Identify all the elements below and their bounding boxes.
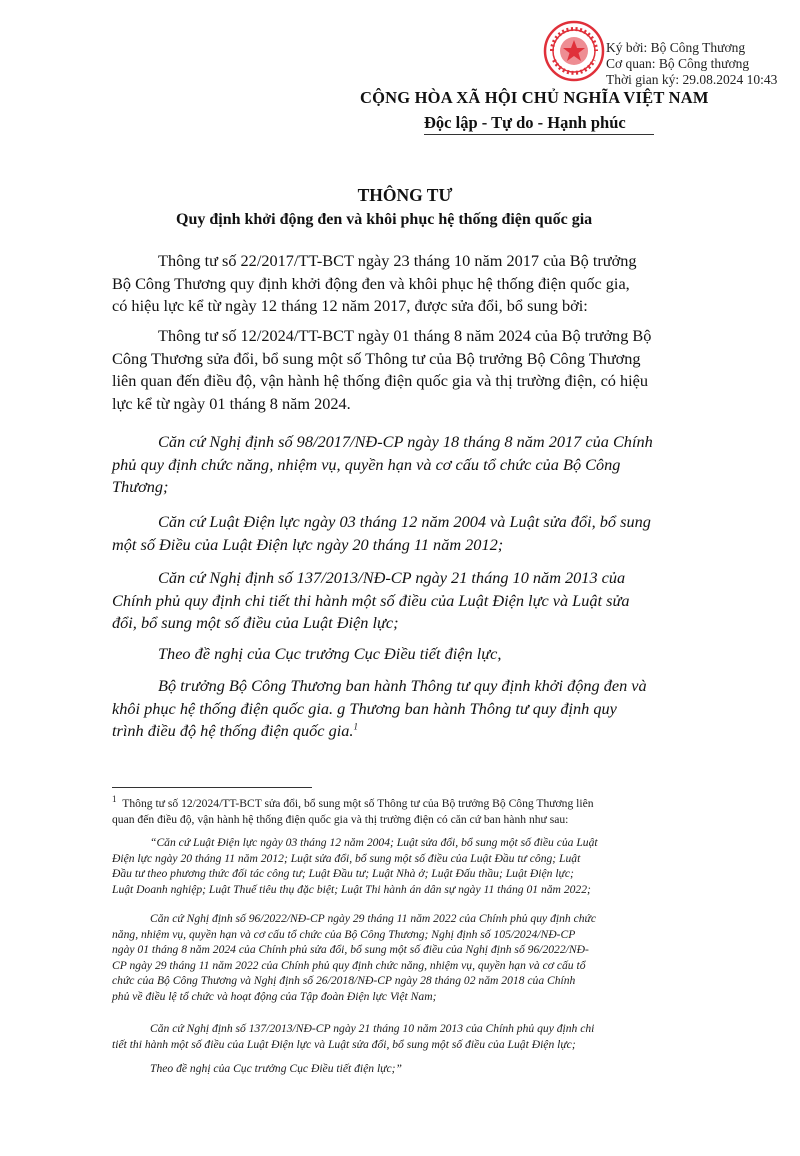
body-line: Thông tư số 22/2017/TT-BCT ngày 23 tháng 10 năm 2017 của Bộ trưởng bbox=[158, 251, 637, 270]
body-line: Bộ trưởng Bộ Công Thương ban hành Thông tư quy định khởi động đen và bbox=[158, 676, 647, 695]
national-motto: Độc lập - Tự do - Hạnh phúc bbox=[424, 113, 626, 132]
document-subject: Quy định khởi động đen và khôi phục hệ thống điện quốc gia bbox=[176, 211, 593, 228]
body-line: lực kể từ ngày 01 tháng 8 năm 2024. bbox=[112, 393, 351, 413]
body-line: phủ quy định chức năng, nhiệm vụ, quyền hạn và cơ cấu tổ chức của Bộ Công bbox=[112, 454, 621, 474]
signature-agency: Cơ quan: Bộ Công thương bbox=[606, 56, 750, 71]
footnote-line: Đầu tư theo phương thức đối tác công tư; Luật Đầu tư; Luật Nhà ở; Luật Đấu thầu; Luật Điện lực; bbox=[112, 867, 574, 880]
footnote-line: Căn cứ Nghị định số 137/2013/NĐ-CP ngày 21 tháng 10 năm 2013 của Chính phủ quy định chi bbox=[150, 1022, 595, 1035]
legal-basis-decree-98 bbox=[112, 431, 717, 499]
national-title: CỘNG HÒA XÃ HỘI CHỦ NGHĨA VIỆT NAM bbox=[360, 88, 709, 107]
footnote-line: quan đến điều độ, vận hành hệ thống điện quốc gia và thị trường điện có căn cứ ban hành như sau: bbox=[112, 812, 569, 826]
footnote-line: chức của Bộ Công Thương và Nghị định số 26/2018/NĐ-CP ngày 28 tháng 02 năm 2018 của Chính bbox=[112, 974, 576, 987]
body-paragraph-1 bbox=[112, 250, 717, 318]
footnote-separator bbox=[112, 787, 312, 788]
footnote-line: Luật Doanh nghiệp; Luật Thuế tiêu thụ đặc biệt; Luật Thi hành án dân sự ngày 11 tháng 01 năm 2022; bbox=[112, 882, 591, 896]
issuance-statement bbox=[112, 675, 717, 743]
footnote-line: Căn cứ Nghị định số 96/2022/NĐ-CP ngày 29 tháng 11 năm 2022 của Chính phủ quy định chức bbox=[150, 912, 596, 925]
footnote-quote-decree-137 bbox=[112, 1021, 724, 1052]
footnote-line: CP ngày 29 tháng 11 năm 2022 của Chính phủ quy định chức năng, nhiệm vụ, quyền hạn và cơ cấu tổ bbox=[112, 958, 586, 972]
footnote-line: Theo đề nghị của Cục trưởng Cục Điều tiết điện lực;” bbox=[150, 1062, 402, 1075]
body-line: liên quan đến điều độ, vận hành hệ thống điện quốc gia và thị trường điện, có hiệu bbox=[112, 371, 649, 390]
proposal-line bbox=[112, 643, 717, 666]
footnote-quote-decrees bbox=[112, 911, 724, 1004]
signature-time: Thời gian ký: 29.08.2024 10:43 bbox=[606, 72, 778, 87]
footnote-reference: 1 bbox=[353, 721, 358, 732]
body-line: đổi, bổ sung một số điều của Luật Điện lực; bbox=[112, 613, 399, 632]
footnote-quote-laws bbox=[112, 835, 724, 897]
document-type: THÔNG TƯ bbox=[357, 185, 453, 205]
footnote-line: “Căn cứ Luật Điện lực ngày 03 tháng 12 năm 2004; Luật sửa đổi, bổ sung một số điều của Luật bbox=[150, 836, 598, 849]
body-line: khôi phục hệ thống điện quốc gia. g Thương ban hành Thông tư quy định quy bbox=[112, 698, 617, 718]
body-line: Chính phủ quy định chi tiết thi hành một số điều của Luật Điện lực và Luật sửa bbox=[112, 590, 630, 610]
body-line: trình điều độ hệ thống điện quốc gia.$^1$ bbox=[112, 721, 358, 740]
footnote-line: $^1$ Thông tư số 12/2024/TT-BCT sửa đổi, bổ sung một số Thông tư của Bộ trưởng Bộ Công Thương liên bbox=[112, 794, 594, 810]
signature-signed-by: Ký bởi: Bộ Công Thương bbox=[606, 40, 746, 55]
body-line: một số Điều của Luật Điện lực ngày 20 tháng 11 năm 2012; bbox=[112, 534, 504, 554]
legal-basis-decree-137 bbox=[112, 567, 717, 635]
body-line: Theo đề nghị của Cục trưởng Cục Điều tiết điện lực, bbox=[158, 644, 502, 663]
body-line: Căn cứ Nghị định số 98/2017/NĐ-CP ngày 18 tháng 8 năm 2017 của Chính bbox=[158, 432, 653, 451]
footnote-line: tiết thi hành một số điều của Luật Điện lực và Luật sửa đổi, bổ sung một số điều của Luật Điện lực; bbox=[112, 1037, 576, 1051]
red-seal-stamp bbox=[543, 20, 605, 82]
body-line: Bộ Công Thương quy định khởi động đen và khôi phục hệ thống điện quốc gia, bbox=[112, 273, 630, 293]
digital-signature-info bbox=[606, 40, 800, 88]
footnote-line: ngày 01 tháng 8 năm 2024 của Chính phủ sửa đổi, bổ sung một số điều của Nghị định số 96/2022/NĐ- bbox=[112, 943, 589, 956]
body-line: Căn cứ Nghị định số 137/2013/NĐ-CP ngày 21 tháng 10 năm 2013 của bbox=[158, 568, 626, 587]
footnote-line: năng, nhiệm vụ, quyền hạn và cơ cấu tổ chức của Bộ Công Thương; Nghị định số 105/2024/NĐ-CP bbox=[112, 927, 576, 941]
footnote-intro bbox=[112, 796, 724, 827]
motto-underline bbox=[424, 134, 654, 135]
footnote-line: phủ về điều lệ tổ chức và hoạt động của Tập đoàn Điện lực Việt Nam; bbox=[112, 989, 437, 1003]
body-line: Thương; bbox=[112, 477, 169, 496]
body-line: Thông tư số 12/2024/TT-BCT ngày 01 tháng 8 năm 2024 của Bộ trưởng Bộ bbox=[158, 326, 652, 345]
legal-basis-electricity-law bbox=[112, 511, 717, 556]
footnote-quote-proposal bbox=[112, 1061, 724, 1077]
body-paragraph-2 bbox=[112, 325, 717, 415]
footnote-mark: 1 bbox=[112, 794, 117, 805]
footnote-line: Điện lực ngày 20 tháng 11 năm 2012; Luật sửa đổi, bổ sung một số điều của Luật Đầu tư công; Luật bbox=[112, 851, 581, 865]
body-line: Công Thương sửa đổi, bổ sung một số Thông tư của Bộ trưởng Bộ Công Thương bbox=[112, 348, 641, 368]
body-line: Căn cứ Luật Điện lực ngày 03 tháng 12 năm 2004 và Luật sửa đổi, bổ sung bbox=[158, 512, 651, 531]
body-line: có hiệu lực kể từ ngày 12 tháng 12 năm 2017, được sửa đổi, bổ sung bởi: bbox=[112, 296, 588, 315]
